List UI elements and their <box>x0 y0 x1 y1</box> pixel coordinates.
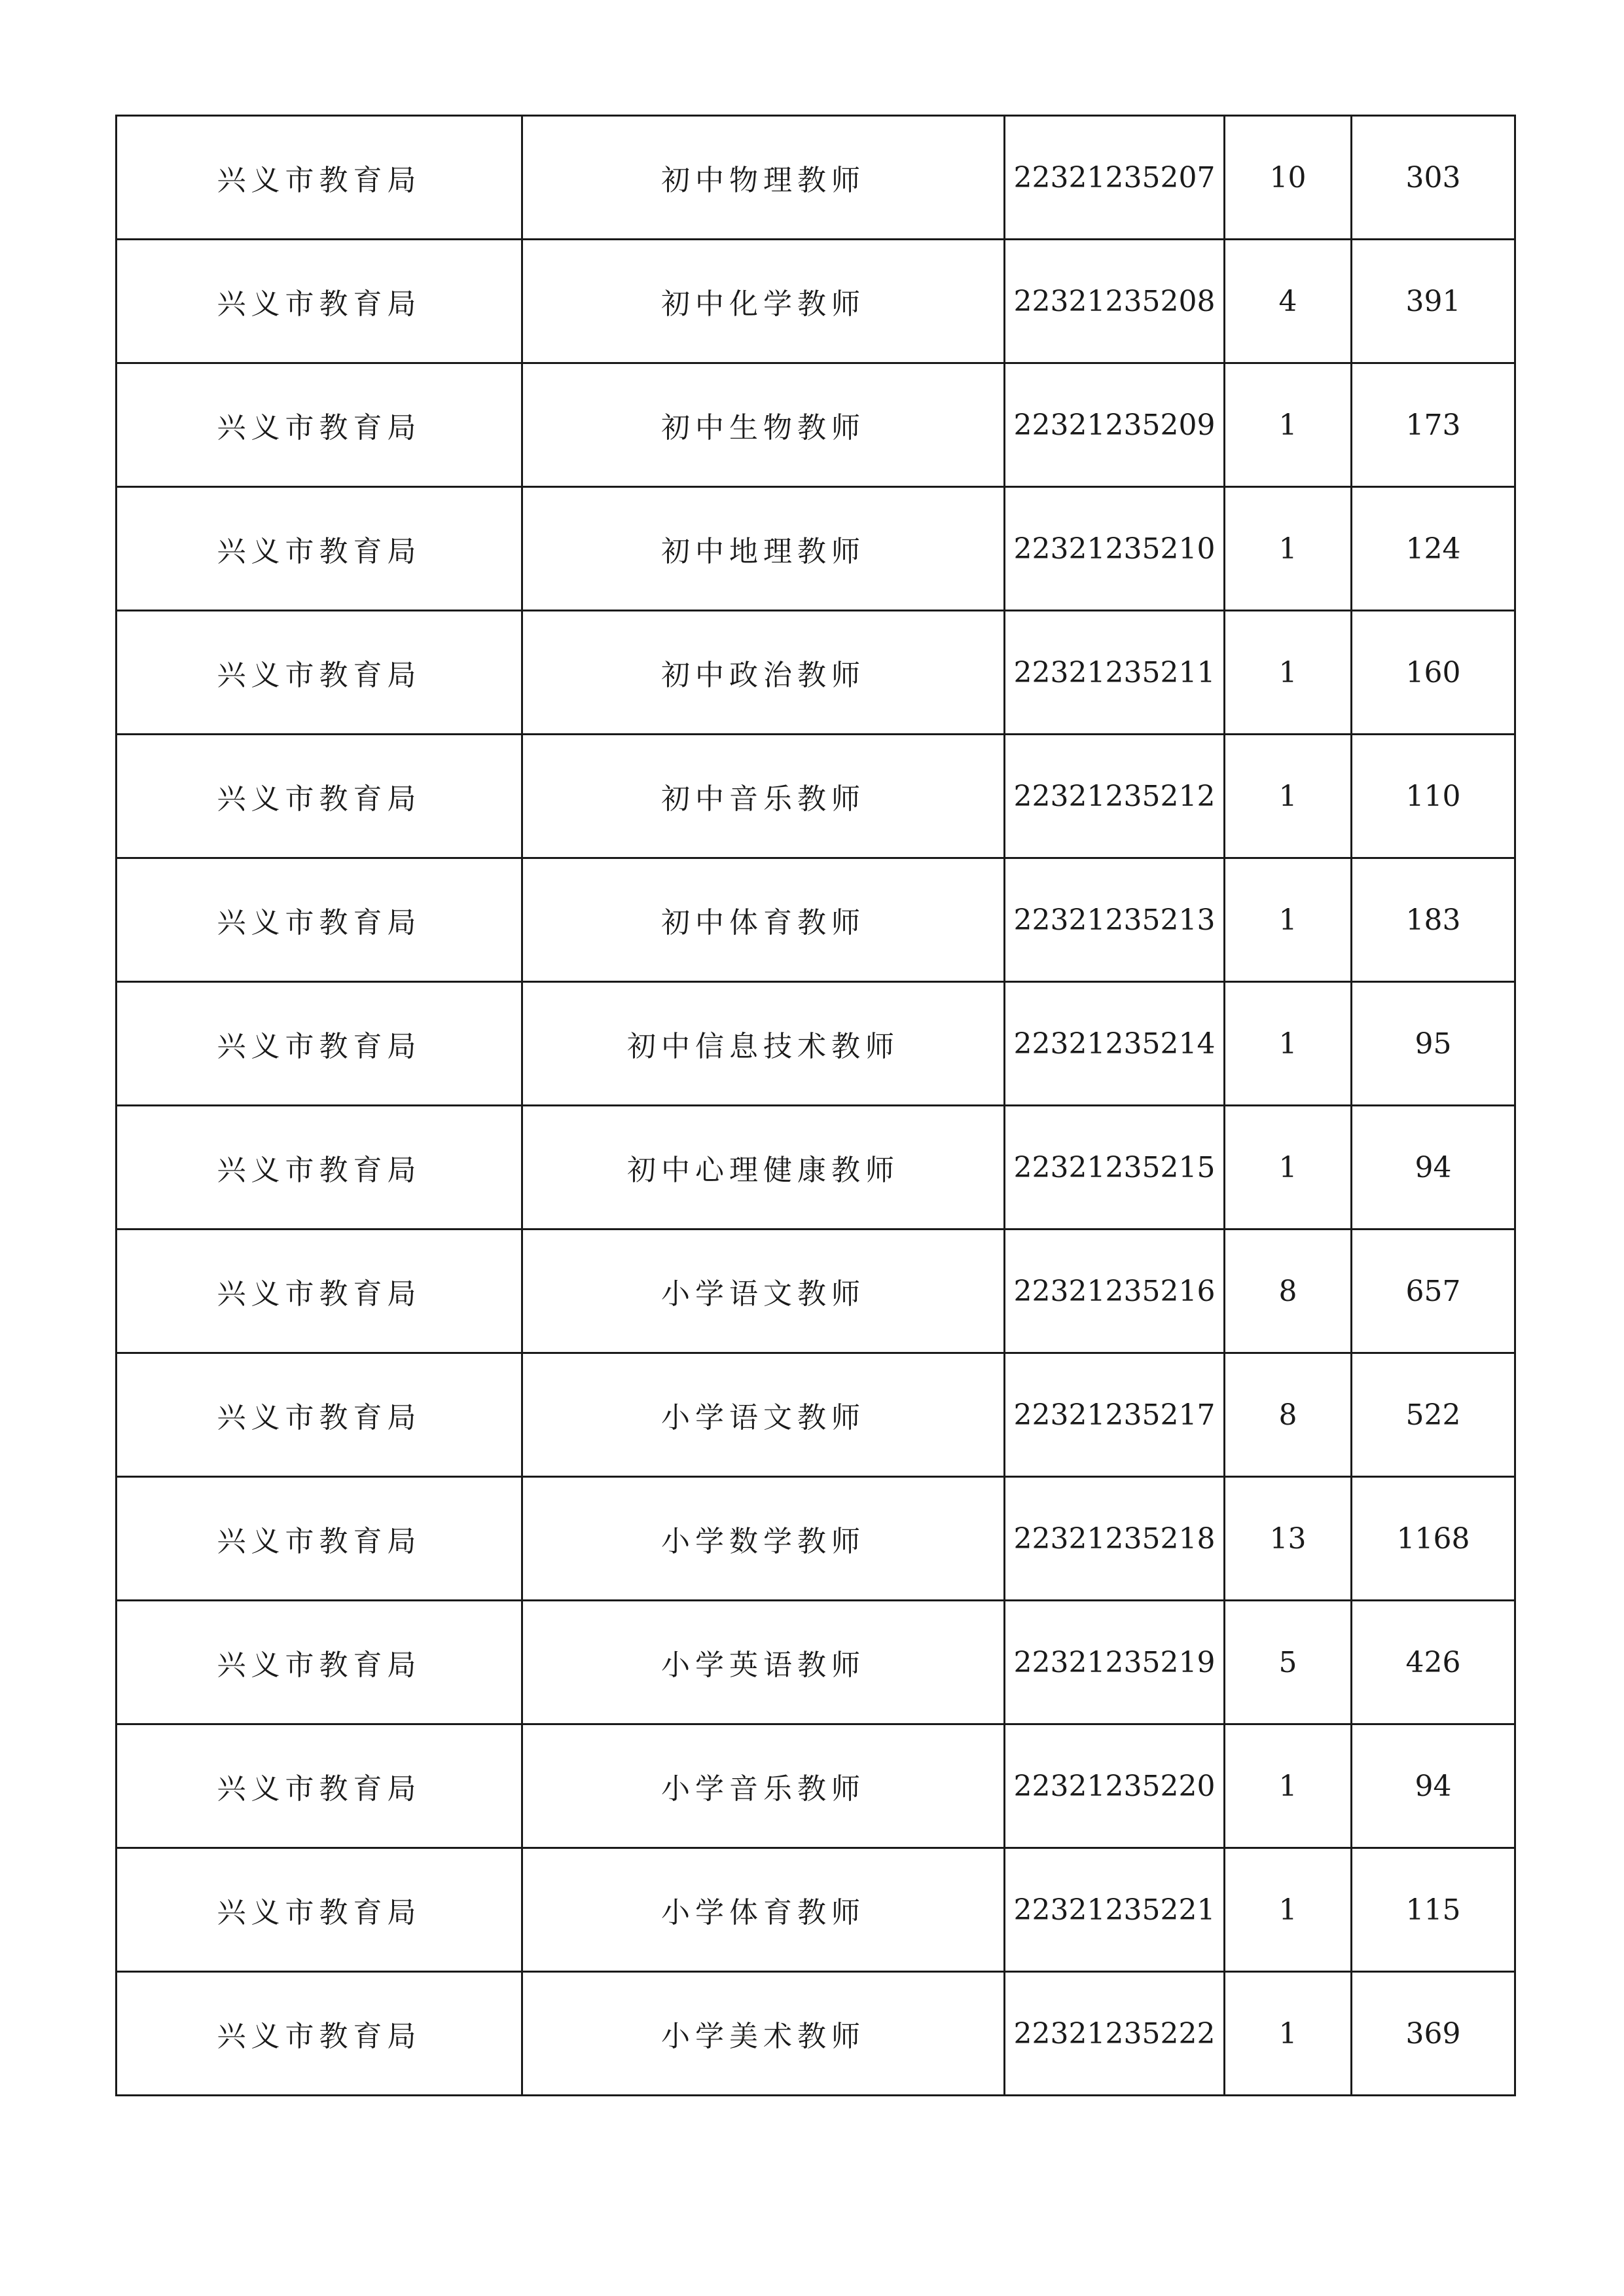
unit-cell: 兴义市教育局 <box>117 1477 522 1601</box>
unit-cell: 兴义市教育局 <box>117 1724 522 1848</box>
count-cell: 1 <box>1225 363 1352 487</box>
code-cell: 22321235219 <box>1005 1601 1225 1724</box>
position-cell: 初中物理教师 <box>522 116 1005 240</box>
count-cell: 8 <box>1225 1230 1352 1353</box>
code-cell: 22321235210 <box>1005 487 1225 611</box>
applicants-cell: 657 <box>1352 1230 1515 1353</box>
applicants-cell: 426 <box>1352 1601 1515 1724</box>
unit-cell: 兴义市教育局 <box>117 982 522 1106</box>
applicants-cell: 391 <box>1352 240 1515 363</box>
table-row <box>117 363 1515 487</box>
unit-cell: 兴义市教育局 <box>117 1972 522 2096</box>
table-row <box>117 1724 1515 1848</box>
code-cell: 22321235220 <box>1005 1724 1225 1848</box>
code-cell: 22321235214 <box>1005 982 1225 1106</box>
code-cell: 22321235216 <box>1005 1230 1225 1353</box>
applicants-cell: 110 <box>1352 735 1515 858</box>
table-body <box>117 116 1515 2096</box>
count-cell: 5 <box>1225 1601 1352 1724</box>
table-row <box>117 240 1515 363</box>
position-cell: 初中化学教师 <box>522 240 1005 363</box>
position-cell: 小学英语教师 <box>522 1601 1005 1724</box>
code-cell: 22321235209 <box>1005 363 1225 487</box>
table-row <box>117 1601 1515 1724</box>
table-row <box>117 487 1515 611</box>
unit-cell: 兴义市教育局 <box>117 116 522 240</box>
table-row <box>117 858 1515 982</box>
applicants-cell: 183 <box>1352 858 1515 982</box>
unit-cell: 兴义市教育局 <box>117 735 522 858</box>
code-cell: 22321235207 <box>1005 116 1225 240</box>
unit-cell: 兴义市教育局 <box>117 858 522 982</box>
applicants-cell: 1168 <box>1352 1477 1515 1601</box>
applicants-cell: 303 <box>1352 116 1515 240</box>
unit-cell: 兴义市教育局 <box>117 1848 522 1972</box>
unit-cell: 兴义市教育局 <box>117 611 522 735</box>
position-cell: 初中信息技术教师 <box>522 982 1005 1106</box>
count-cell: 1 <box>1225 858 1352 982</box>
position-cell: 小学美术教师 <box>522 1972 1005 2096</box>
position-cell: 小学数学教师 <box>522 1477 1005 1601</box>
unit-cell: 兴义市教育局 <box>117 487 522 611</box>
applicants-cell: 124 <box>1352 487 1515 611</box>
table-row <box>117 611 1515 735</box>
applicants-cell: 94 <box>1352 1106 1515 1230</box>
recruitment-table <box>115 115 1516 2096</box>
table-row <box>117 735 1515 858</box>
code-cell: 22321235222 <box>1005 1972 1225 2096</box>
applicants-cell: 369 <box>1352 1972 1515 2096</box>
count-cell: 8 <box>1225 1353 1352 1477</box>
position-cell: 初中地理教师 <box>522 487 1005 611</box>
applicants-cell: 94 <box>1352 1724 1515 1848</box>
code-cell: 22321235211 <box>1005 611 1225 735</box>
count-cell: 1 <box>1225 1106 1352 1230</box>
unit-cell: 兴义市教育局 <box>117 1353 522 1477</box>
table-row <box>117 1972 1515 2096</box>
position-cell: 初中心理健康教师 <box>522 1106 1005 1230</box>
count-cell: 1 <box>1225 487 1352 611</box>
position-cell: 初中政治教师 <box>522 611 1005 735</box>
count-cell: 1 <box>1225 1972 1352 2096</box>
table-row <box>117 982 1515 1106</box>
code-cell: 22321235212 <box>1005 735 1225 858</box>
position-cell: 初中生物教师 <box>522 363 1005 487</box>
position-cell: 小学语文教师 <box>522 1353 1005 1477</box>
count-cell: 1 <box>1225 735 1352 858</box>
position-cell: 初中体育教师 <box>522 858 1005 982</box>
table-row <box>117 1477 1515 1601</box>
unit-cell: 兴义市教育局 <box>117 1106 522 1230</box>
table-row <box>117 1230 1515 1353</box>
applicants-cell: 95 <box>1352 982 1515 1106</box>
unit-cell: 兴义市教育局 <box>117 1601 522 1724</box>
code-cell: 22321235208 <box>1005 240 1225 363</box>
applicants-cell: 115 <box>1352 1848 1515 1972</box>
table-row <box>117 1848 1515 1972</box>
table-row <box>117 1106 1515 1230</box>
table-row <box>117 116 1515 240</box>
count-cell: 1 <box>1225 1724 1352 1848</box>
count-cell: 1 <box>1225 611 1352 735</box>
code-cell: 22321235215 <box>1005 1106 1225 1230</box>
position-cell: 小学体育教师 <box>522 1848 1005 1972</box>
applicants-cell: 160 <box>1352 611 1515 735</box>
code-cell: 22321235213 <box>1005 858 1225 982</box>
position-cell: 小学语文教师 <box>522 1230 1005 1353</box>
count-cell: 1 <box>1225 982 1352 1106</box>
unit-cell: 兴义市教育局 <box>117 363 522 487</box>
count-cell: 1 <box>1225 1848 1352 1972</box>
code-cell: 22321235221 <box>1005 1848 1225 1972</box>
count-cell: 13 <box>1225 1477 1352 1601</box>
unit-cell: 兴义市教育局 <box>117 1230 522 1353</box>
table-row <box>117 1353 1515 1477</box>
position-cell: 小学音乐教师 <box>522 1724 1005 1848</box>
code-cell: 22321235218 <box>1005 1477 1225 1601</box>
unit-cell: 兴义市教育局 <box>117 240 522 363</box>
applicants-cell: 522 <box>1352 1353 1515 1477</box>
code-cell: 22321235217 <box>1005 1353 1225 1477</box>
count-cell: 10 <box>1225 116 1352 240</box>
position-cell: 初中音乐教师 <box>522 735 1005 858</box>
count-cell: 4 <box>1225 240 1352 363</box>
applicants-cell: 173 <box>1352 363 1515 487</box>
